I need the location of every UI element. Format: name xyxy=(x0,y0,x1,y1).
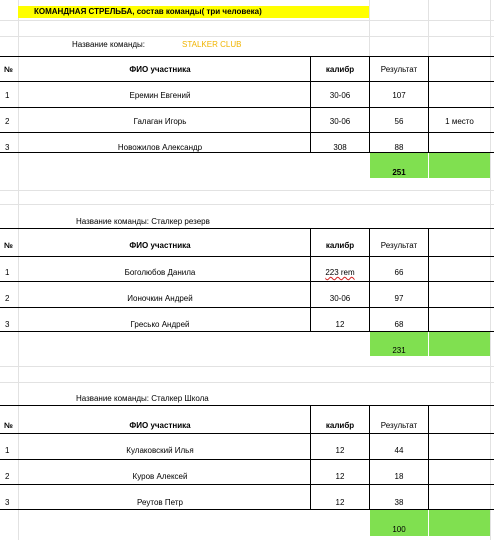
table-border xyxy=(0,307,494,308)
caliber-cell: 12 xyxy=(335,498,345,507)
row-num: 3 xyxy=(5,143,10,152)
table-border xyxy=(0,132,494,133)
table-border xyxy=(0,107,494,108)
table-border xyxy=(0,459,494,460)
grid-line xyxy=(0,36,494,37)
caliber-cell: 30-06 xyxy=(329,91,351,100)
table-border xyxy=(428,228,429,331)
result-cell: 18 xyxy=(394,472,404,481)
caliber-cell: 12 xyxy=(335,472,345,481)
table-border xyxy=(0,484,494,485)
result-cell: 66 xyxy=(394,268,404,277)
row-num: 2 xyxy=(5,117,10,126)
table-border xyxy=(428,56,429,152)
header-result: Результат xyxy=(380,241,418,250)
header-num: № xyxy=(4,65,13,74)
table-border xyxy=(428,405,429,509)
team-total: 231 xyxy=(392,346,406,355)
team-total: 251 xyxy=(392,168,406,177)
participant-name: Галаган Игорь xyxy=(133,117,187,126)
table-border xyxy=(0,81,494,82)
table-border xyxy=(0,433,494,434)
header-num: № xyxy=(4,241,13,250)
row-num: 2 xyxy=(5,294,10,303)
header-name: ФИО участника xyxy=(129,241,191,250)
row-num: 1 xyxy=(5,268,10,277)
result-cell: 97 xyxy=(394,294,404,303)
participant-name: Кулаковский Илья xyxy=(126,446,194,455)
header-name: ФИО участника xyxy=(129,421,191,430)
page-title: КОМАНДНАЯ СТРЕЛЬБА, состав команды( три человека) xyxy=(34,7,262,16)
table-border xyxy=(0,281,494,282)
grid-line xyxy=(0,204,494,205)
caliber-cell: 12 xyxy=(335,446,345,455)
participant-name: Еремин Евгений xyxy=(129,91,191,100)
team-name: STALKER CLUB xyxy=(182,40,242,49)
grid-line xyxy=(0,382,494,383)
caliber-cell: 308 xyxy=(333,143,347,152)
table-border xyxy=(0,228,494,229)
header-caliber: калибр xyxy=(325,421,355,430)
caliber-value: 223 rem xyxy=(325,268,355,277)
result-cell: 56 xyxy=(394,117,404,126)
grid-line xyxy=(369,0,370,56)
table-border xyxy=(0,256,494,257)
caliber-cell: 30-06 xyxy=(329,117,351,126)
row-num: 1 xyxy=(5,91,10,100)
total-cell-bg xyxy=(429,153,490,178)
team-label: Название команды: xyxy=(72,40,146,49)
participant-name: Реутов Петр xyxy=(137,498,183,507)
participant-name: Новожилов Александр xyxy=(117,143,203,152)
header-caliber: калибр xyxy=(325,65,355,74)
total-cell-bg xyxy=(429,510,490,536)
row-num: 2 xyxy=(5,472,10,481)
header-name: ФИО участника xyxy=(129,65,191,74)
table-border xyxy=(0,405,494,406)
header-caliber: калибр xyxy=(325,241,355,250)
table-border xyxy=(0,56,494,57)
result-cell: 107 xyxy=(392,91,406,100)
row-num: 1 xyxy=(5,446,10,455)
participant-name: Куров Алексей xyxy=(132,472,188,481)
result-cell: 38 xyxy=(394,498,404,507)
participant-name: Гресько Андрей xyxy=(130,320,190,329)
grid-line xyxy=(0,190,494,191)
participant-name: Ионочкин Андрей xyxy=(127,294,193,303)
header-num: № xyxy=(4,421,13,430)
grid-line xyxy=(428,0,429,56)
result-cell: 88 xyxy=(394,143,404,152)
result-cell: 68 xyxy=(394,320,404,329)
result-cell: 44 xyxy=(394,446,404,455)
header-result: Результат xyxy=(380,65,418,74)
total-cell-bg xyxy=(429,332,490,356)
row-num: 3 xyxy=(5,498,10,507)
caliber-cell: 30-06 xyxy=(329,294,351,303)
caliber-cell: 12 xyxy=(335,320,345,329)
grid-line xyxy=(0,20,494,21)
team-total: 100 xyxy=(392,525,406,534)
row-num: 3 xyxy=(5,320,10,329)
grid-line xyxy=(0,366,494,367)
place-cell: 1 место xyxy=(445,117,474,126)
participant-name: Боголюбов Данила xyxy=(124,268,196,277)
caliber-cell xyxy=(311,268,369,278)
team-label: Название команды: Сталкер резерв xyxy=(76,217,210,226)
header-result: Результат xyxy=(380,421,418,430)
team-label: Название команды: Сталкер Школа xyxy=(76,394,209,403)
